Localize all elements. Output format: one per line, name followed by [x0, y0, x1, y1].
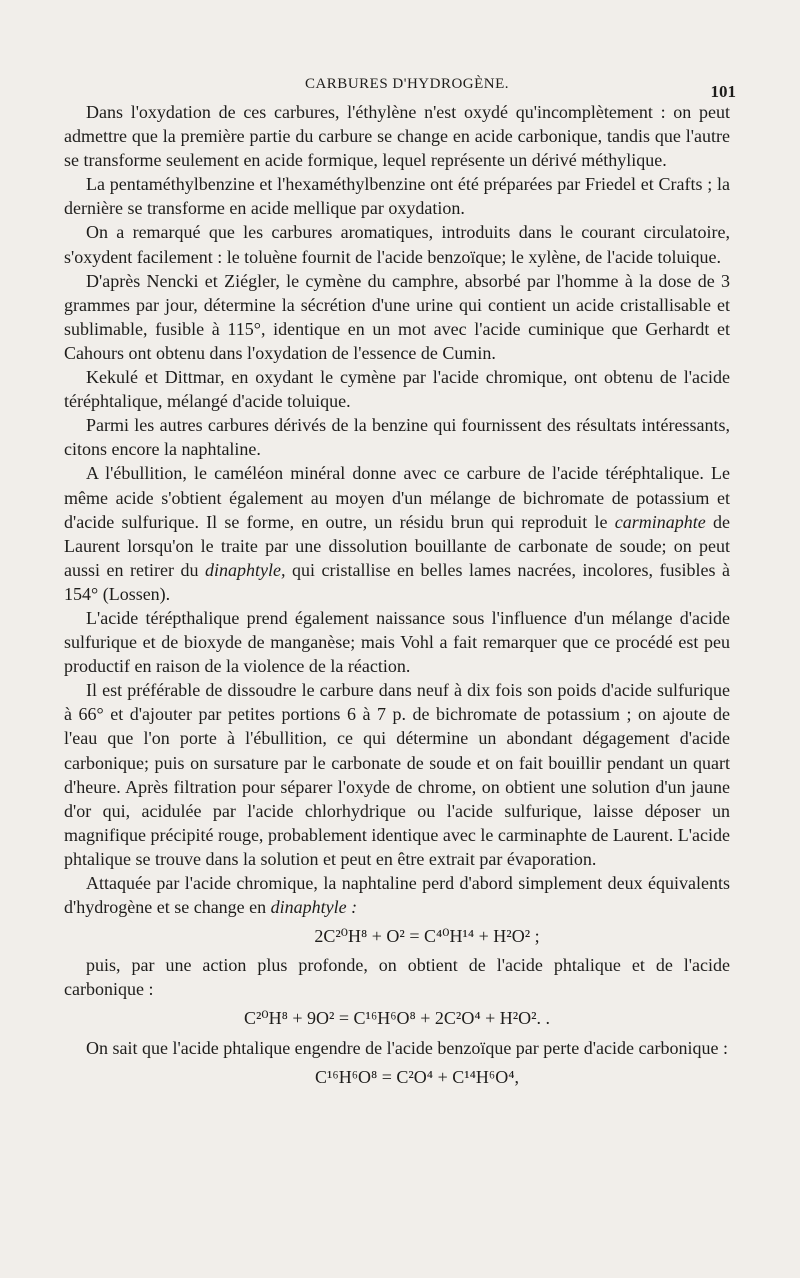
paragraph: Kekulé et Dittmar, en oxydant le cymène par l'acide chromique, ont obtenu de l'acide téréphtalique, mélangé d'acide toluique. [64, 367, 730, 412]
text-span: A l'ébullition, le caméléon minéral donne avec ce carbure de l'acide téréphtalique. Le même acide s'obtient également au moyen d'un mélange de bichromate de potassium et d'acide sulfurique. Il se forme, en outre, un résidu brun qui reproduit le [64, 463, 730, 532]
italic-term: dinaphtyle : [270, 897, 358, 918]
paragraph: D'après Nencki et Ziégler, le cymène du camphre, absorbé par l'homme à la dose de 3 grammes par jour, détermine la sécrétion d'une urine qui contient un acide cristallisable et sublimable, fusible à 115°, identique en un mot avec l'acide cuminique que Gerhardt et Cahours ont obtenu dans l'oxydation de l'essence de Cumin. [64, 270, 730, 363]
paragraph: La pentaméthylbenzine et l'hexaméthylbenzine ont été préparées par Friedel et Crafts ; la dernière se transforme en acide mellique par oxydation. [64, 174, 730, 219]
paragraph: Parmi les autres carbures dérivés de la benzine qui fournissent des résultats intéressants, citons encore la naphtaline. [64, 415, 730, 460]
paragraph: puis, par une action plus profonde, on obtient de l'acide phtalique et de l'acide carbonique : [64, 955, 730, 1000]
text-span: de Laurent lorsqu'on le traite par une dissolution bouillante de carbonate de soude; on peut aussi en retirer du [64, 511, 730, 580]
paragraph [64, 461, 730, 606]
chemical-formula: C²⁰H⁸ + 9O² = C¹⁶H⁶O⁸ + 2C²O⁴ + H²O². . [243, 1008, 551, 1029]
paragraph: Il est préférable de dissoudre le carbure dans neuf à dix fois son poids d'acide sulfurique à 66° et d'ajouter par petites portions 6 à 7 p. de bichromate de potassium ; on ajoute de l'eau que l'on porte à l'ébullition, ce qui détermine un abondant dégagement d'acide carbonique; puis on sursature par le carbonate de soude et on fait bouillir pendant un quart d'heure. Après filtration pour séparer l'oxyde de chrome, on obtient une solution d'un jaune d'or qui, acidulée par l'acide chlorhydrique ou l'acide sulfurique, laisse déposer un magnifique précipité rouge, probablement identique avec le carminaphte de Laurent. L'acide phtalique se trouve dans la solution et peut en être extrait par évaporation. [64, 680, 730, 869]
chemical-formula: 2C²⁰H⁸ + O² = C⁴⁰H¹⁴ + H²O² ; [314, 926, 540, 947]
chemical-formula: C¹⁶H⁶O⁸ = C²O⁴ + C¹⁴H⁶O⁴, [315, 1066, 519, 1087]
paragraph: On a remarqué que les carbures aromatiques, introduits dans le courant circulatoire, s'oxydent facilement : le toluène fournit de l'acide benzoïque; le xylène, de l'acide toluique. [64, 222, 730, 267]
text-span: Attaquée par l'acide chromique, la naphtaline perd d'abord simplement deux équivalents d'hydrogène et se change en [64, 873, 730, 918]
paragraph: Dans l'oxydation de ces carbures, l'éthylène n'est oxydé qu'incomplètement : on peut admettre que la première partie du carbure se change en acide carbonique, tandis que l'autre se transforme seulement en acide formique, lequel représente un dérivé méthylique. [64, 102, 730, 171]
italic-term: dinaphtyle, [205, 559, 286, 580]
running-head: CARBURES D'HYDROGÈNE. [304, 76, 510, 92]
page-body [64, 100, 730, 1094]
page-number: 101 [710, 82, 736, 101]
paragraph: On sait que l'acide phtalique engendre de l'acide benzoïque par perte d'acide carbonique : [86, 1037, 728, 1058]
paragraph [64, 871, 730, 919]
italic-term: carminaphte [614, 511, 706, 532]
text-span: qui cristallise en belles lames nacrées, incolores, fusibles à 154° (Lossen). [64, 559, 730, 604]
paragraph: L'acide térépthalique prend également naissance sous l'influence d'un mélange d'acide sulfurique et de bioxyde de manganèse; mais Vohl a fait remarquer que ce procédé est peu productif en raison de la violence de la réaction. [64, 607, 730, 677]
